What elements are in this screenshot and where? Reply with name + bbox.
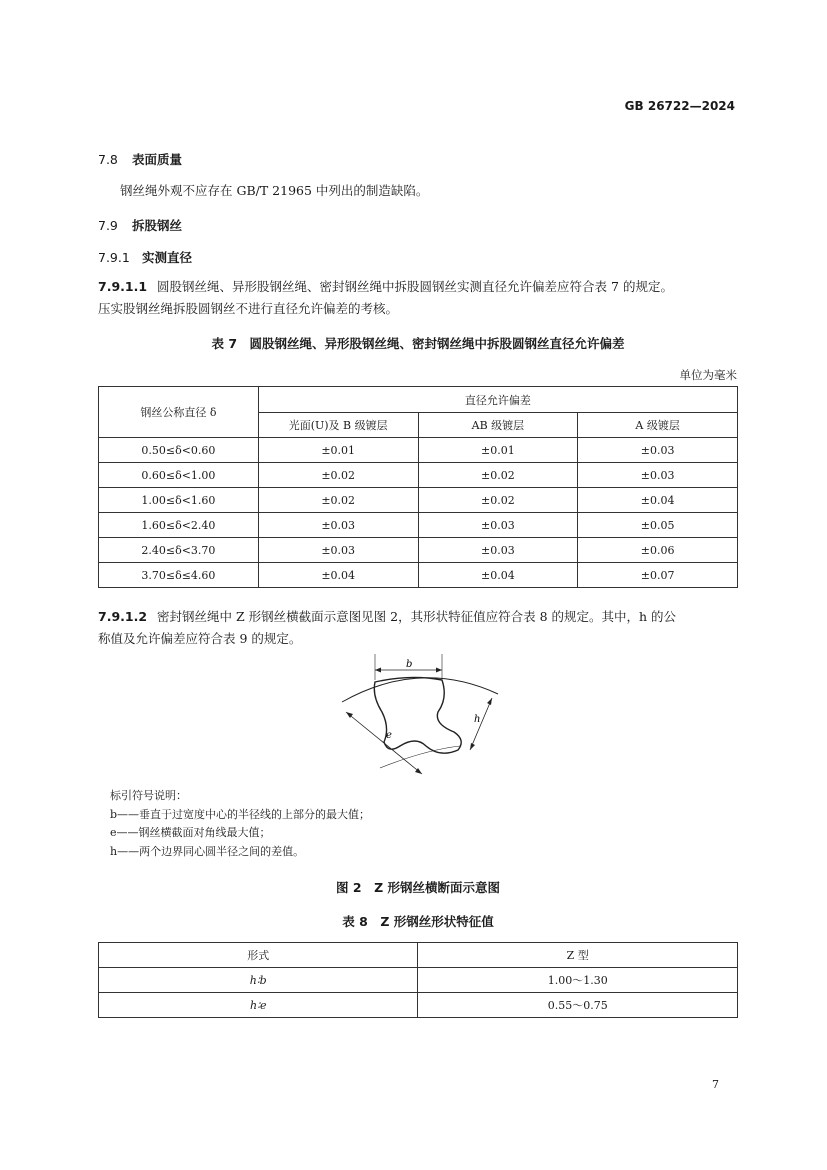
cell-a: ±0.05 <box>578 513 738 538</box>
outer-boundary-arc <box>342 678 498 702</box>
table-row <box>99 563 738 588</box>
header-ab: AB 级镀层 <box>418 413 578 438</box>
section-number: 7.8 <box>98 152 118 167</box>
cell-bright: ±0.02 <box>258 488 418 513</box>
header-z-type: Z 型 <box>418 943 738 968</box>
cell-bright: ±0.04 <box>258 563 418 588</box>
cell-a: ±0.03 <box>578 438 738 463</box>
header-a: A 级镀层 <box>578 413 738 438</box>
figure-2-legend <box>110 787 370 861</box>
section-7-9-1-heading <box>98 248 192 266</box>
cell-diameter: 0.60≤δ<1.00 <box>99 463 259 488</box>
section-title: 表面质量 <box>132 152 183 167</box>
standard-code: GB 26722—2024 <box>624 99 735 113</box>
section-7-9-1-1-text <box>98 276 738 320</box>
header-tolerance: 直径允许偏差 <box>258 387 737 413</box>
section-title: 拆股钢丝 <box>132 218 183 233</box>
table-row <box>99 538 738 563</box>
section-7-9-heading <box>98 216 182 234</box>
cell-ab: ±0.03 <box>418 513 578 538</box>
paragraph-line <box>98 276 738 298</box>
cell-diameter: 3.70≤δ≤4.60 <box>99 563 259 588</box>
page-number: 7 <box>712 1078 719 1091</box>
header-bright: 光面(U)及 B 级镀层 <box>258 413 418 438</box>
z-wire-profile <box>374 677 461 753</box>
paragraph-text: 圆股钢丝绳、异形股钢丝绳、密封钢丝绳中拆股圆钢丝实测直径允许偏差应符合表 7 的规定。 <box>157 279 673 294</box>
table-7 <box>98 386 738 588</box>
cell-ab: ±0.04 <box>418 563 578 588</box>
cell-diameter: 0.50≤δ<0.60 <box>99 438 259 463</box>
section-number: 7.9.1.1 <box>98 279 148 294</box>
table-row <box>99 438 738 463</box>
paragraph-line: 压实股钢丝绳拆股圆钢丝不进行直径允许偏差的考核。 <box>98 301 399 316</box>
section-number: 7.9.1.2 <box>98 609 148 624</box>
cell-diameter: 1.00≤δ<1.60 <box>99 488 259 513</box>
section-number: 7.9 <box>98 218 118 233</box>
label-b: b <box>406 659 413 670</box>
paragraph-text: 密封钢丝绳中 Z 形钢丝横截面示意图见图 2，其形状特征值应符合表 8 的规定。其中，h 的公 <box>157 609 677 624</box>
paragraph-line: 称值及允许偏差应符合表 9 的规定。 <box>98 631 302 646</box>
section-7-9-1-2-text <box>98 606 738 650</box>
table-row <box>99 513 738 538</box>
cell-ab: ±0.02 <box>418 488 578 513</box>
cell-ab: ±0.01 <box>418 438 578 463</box>
header-form: 形式 <box>99 943 418 968</box>
cell-ab: ±0.02 <box>418 463 578 488</box>
section-number: 7.9.1 <box>98 250 130 265</box>
label-h: h <box>474 714 481 725</box>
cell-bright: ±0.02 <box>258 463 418 488</box>
section-title: 实测直径 <box>142 250 193 265</box>
cell-diameter: 2.40≤δ<3.70 <box>99 538 259 563</box>
cell-form: h∶b <box>99 968 418 993</box>
cell-value: 0.55～0.75 <box>418 993 738 1018</box>
z-wire-cross-section-figure <box>330 650 510 785</box>
table-7-unit: 单位为毫米 <box>679 368 737 382</box>
section-7-8-heading <box>98 150 182 168</box>
figure-2-caption: 图 2 Z 形钢丝横断面示意图 <box>336 880 500 895</box>
table-row <box>99 463 738 488</box>
table-row <box>99 993 738 1018</box>
table-row <box>99 488 738 513</box>
cell-value: 1.00～1.30 <box>418 968 738 993</box>
cell-a: ±0.06 <box>578 538 738 563</box>
header-diameter: 钢丝公称直径 δ <box>99 387 259 438</box>
cell-ab: ±0.03 <box>418 538 578 563</box>
cell-a: ±0.04 <box>578 488 738 513</box>
cell-bright: ±0.03 <box>258 513 418 538</box>
cell-bright: ±0.03 <box>258 538 418 563</box>
table-7-caption: 表 7 圆股钢丝绳、异形股钢丝绳、密封钢丝绳中拆股圆钢丝直径允许偏差 <box>211 336 625 351</box>
legend-e: e——钢丝横截面对角线最大值； <box>110 826 271 839</box>
cell-bright: ±0.01 <box>258 438 418 463</box>
table-row <box>99 968 738 993</box>
table-8-caption: 表 8 Z 形钢丝形状特征值 <box>342 914 494 929</box>
e-dimension-line <box>346 712 422 774</box>
cell-diameter: 1.60≤δ<2.40 <box>99 513 259 538</box>
cell-a: ±0.07 <box>578 563 738 588</box>
legend-title: 标引符号说明： <box>110 789 187 802</box>
table-8 <box>98 942 738 1018</box>
cell-a: ±0.03 <box>578 463 738 488</box>
cell-form: h∶e <box>99 993 418 1018</box>
legend-h: h——两个边界同心圆半径之间的差值。 <box>110 844 305 858</box>
section-7-8-text: 钢丝绳外观不应存在 GB/T 21965 中列出的制造缺陷。 <box>120 183 429 198</box>
label-e: e <box>386 730 392 741</box>
legend-b: b——垂直于过宽度中心的半径线的上部分的最大值； <box>110 807 371 821</box>
paragraph-line <box>98 606 738 628</box>
